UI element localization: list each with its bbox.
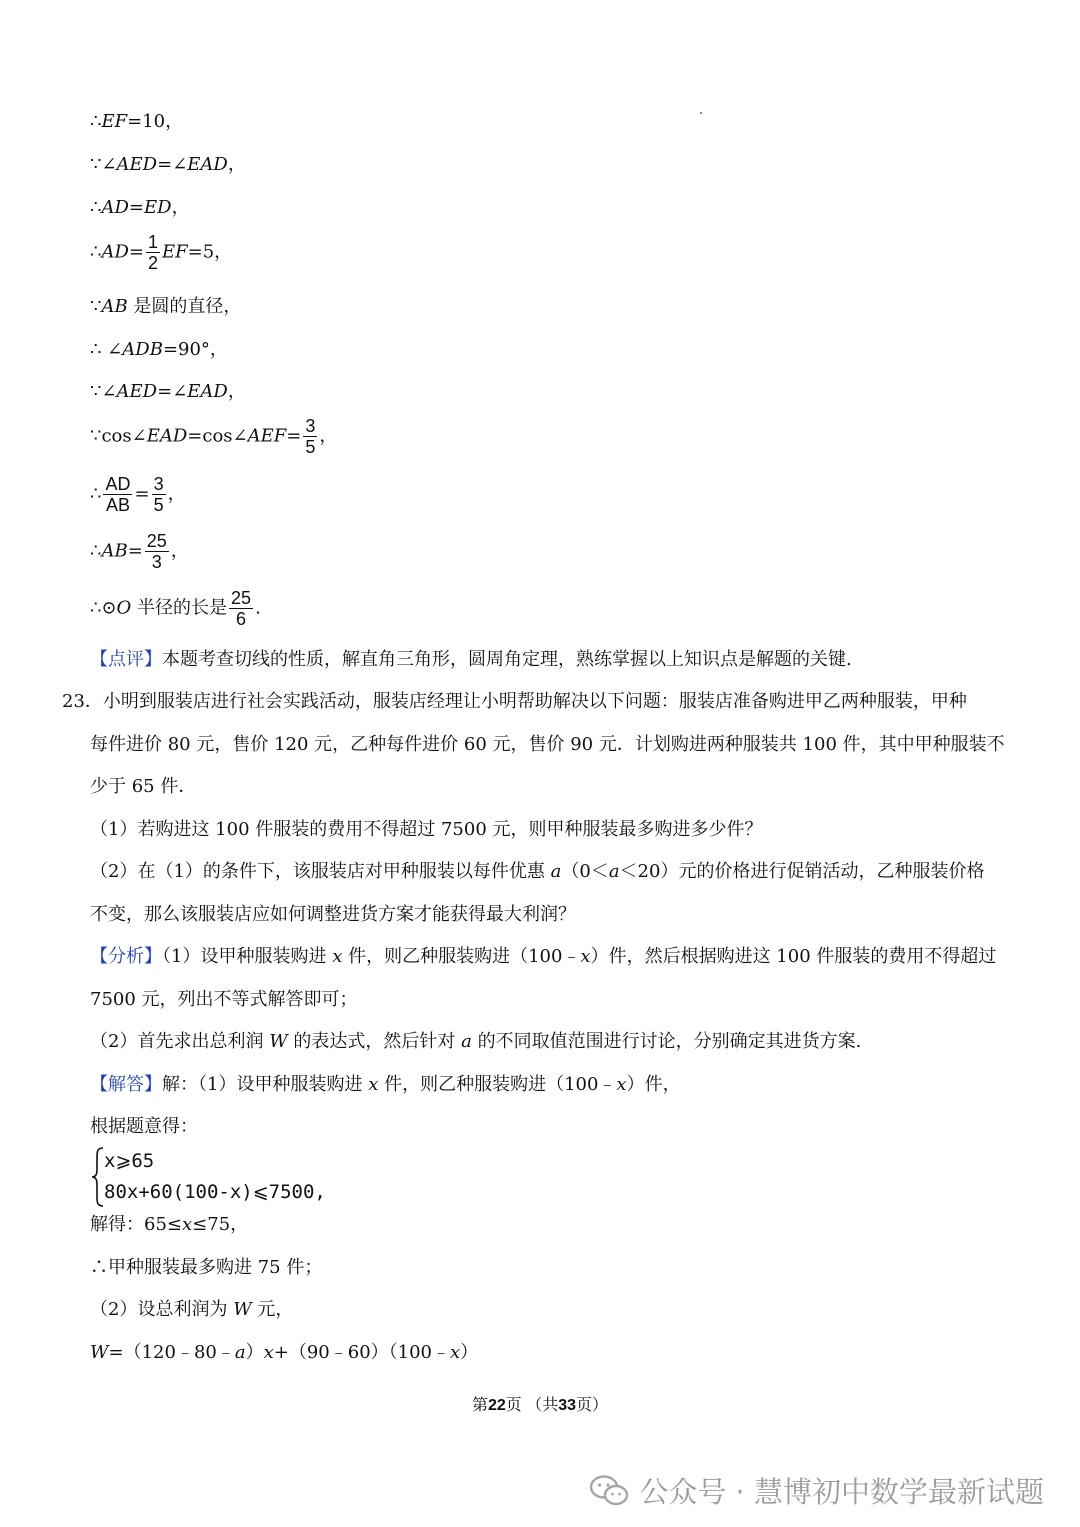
fraction: $\frac{25}{6}$ (231, 588, 252, 629)
step-ab-diameter: ∵AB 是圆的直径， (90, 296, 242, 317)
solution-line-2: 根据题意得： (90, 1116, 198, 1137)
page-footer: 第22页 （共33页） (471, 1397, 609, 1414)
solution-tag: 【解答】 (90, 1074, 162, 1095)
step-ab-value: ∴AB= $\frac{25}{3}$ ， (90, 531, 189, 572)
solution-range: 解得：65≤x≤75， (90, 1214, 249, 1235)
fraction: $\frac{3}{5}$ (153, 474, 164, 515)
analysis-line-1: 【分析】（1）设甲种服装购进 x 件，则乙种服装购进（100﹣x）件，然后根据购进这 100 件服装的费用不得超过 (90, 946, 997, 967)
fraction: $\frac{25}{3}$ (146, 531, 167, 572)
solution-w-expression: W=（120﹣80﹣a）x+（90﹣60）（100﹣x） (90, 1342, 479, 1363)
fraction: $\frac{3}{5}$ (305, 416, 316, 457)
step-ad-over-ab: ∴ $\frac{AD}{AB}$ = $\frac{3}{5}$ ， (90, 474, 186, 515)
step-ad-ed: ∴AD=ED， (90, 197, 190, 218)
analysis-tag: 【分析】 (90, 946, 162, 967)
question-23-part-2: （2）在（1）的条件下，该服装店对甲种服装以每件优惠 a（0＜a＜20）元的价格进行促销活动，乙种服装价格 (90, 861, 985, 882)
step-radius: ∴⊙O 半径的长是 $\frac{25}{6}$ . (90, 588, 261, 629)
fraction: $\frac{1}{2}$ (147, 232, 158, 273)
step-angle-aed-ead-2: ∵∠AED=∠EAD， (90, 381, 246, 402)
comment-tag: 【点评】 (90, 649, 162, 670)
watermark-text: 公众号 · 慧博初中数学最新试题 (639, 1475, 1044, 1509)
solution-max: ∴甲种服装最多购进 75 件； (90, 1257, 323, 1278)
wechat-icon (589, 1474, 629, 1508)
question-23-line-2: 每件进价 80 元，售价 120 元，乙种每件进价 60 元，售价 90 元．计划购进两种服装共 100 件，其中甲种服装不 (90, 734, 1005, 755)
inequality-row-1: x⩾65 (104, 1150, 155, 1172)
question-23-line-1: 23．小明到服装店进行社会实践活动，服装店经理让小明帮助解决以下问题：服装店准备购进甲乙两种服装，甲种 (62, 691, 967, 712)
stray-dot (700, 112, 702, 114)
question-23-line-3: 少于 65 件． (90, 776, 197, 797)
solution-line-1: 【解答】解：（1）设甲种服装购进 x 件，则乙种服装购进（100﹣x）件， (90, 1074, 681, 1095)
question-23-part-1: （1）若购进这 100 件服装的费用不得超过 7500 元，则甲种服装最多购进多少件？ (90, 819, 763, 840)
step-angle-aed-ead: ∵∠AED=∠EAD， (90, 154, 246, 175)
step-cos: ∵cos∠EAD=cos∠AEF= $\frac{3}{5}$ ， (90, 416, 338, 457)
step-ef: ∴EF=10， (90, 111, 184, 132)
analysis-line-2: 7500 元，列出不等式解答即可； (90, 989, 358, 1010)
question-23-part-2-cont: 不变，那么该服装店应如何调整进货方案才能获得最大利润？ (90, 904, 576, 925)
solution-profit: （2）设总利润为 W 元， (90, 1299, 294, 1320)
inequality-row-2: 80x+60(100-x)⩽7500, (104, 1181, 326, 1203)
comment-line: 【点评】本题考查切线的性质，解直角三角形，圆周角定理，熟练掌握以上知识点是解题的关键. (90, 649, 852, 670)
watermark (589, 1470, 1044, 1511)
step-ad-half-ef: ∴AD= $\frac{1}{2}$ EF=5， (90, 232, 233, 273)
step-adb-90: ∴ ∠ADB=90°， (90, 339, 228, 360)
fraction: $\frac{AD}{AB}$ (105, 474, 131, 515)
analysis-line-3: （2）首先求出总利润 W 的表达式，然后针对 a 的不同取值范围进行讨论，分别确定其进货方案. (90, 1031, 862, 1052)
